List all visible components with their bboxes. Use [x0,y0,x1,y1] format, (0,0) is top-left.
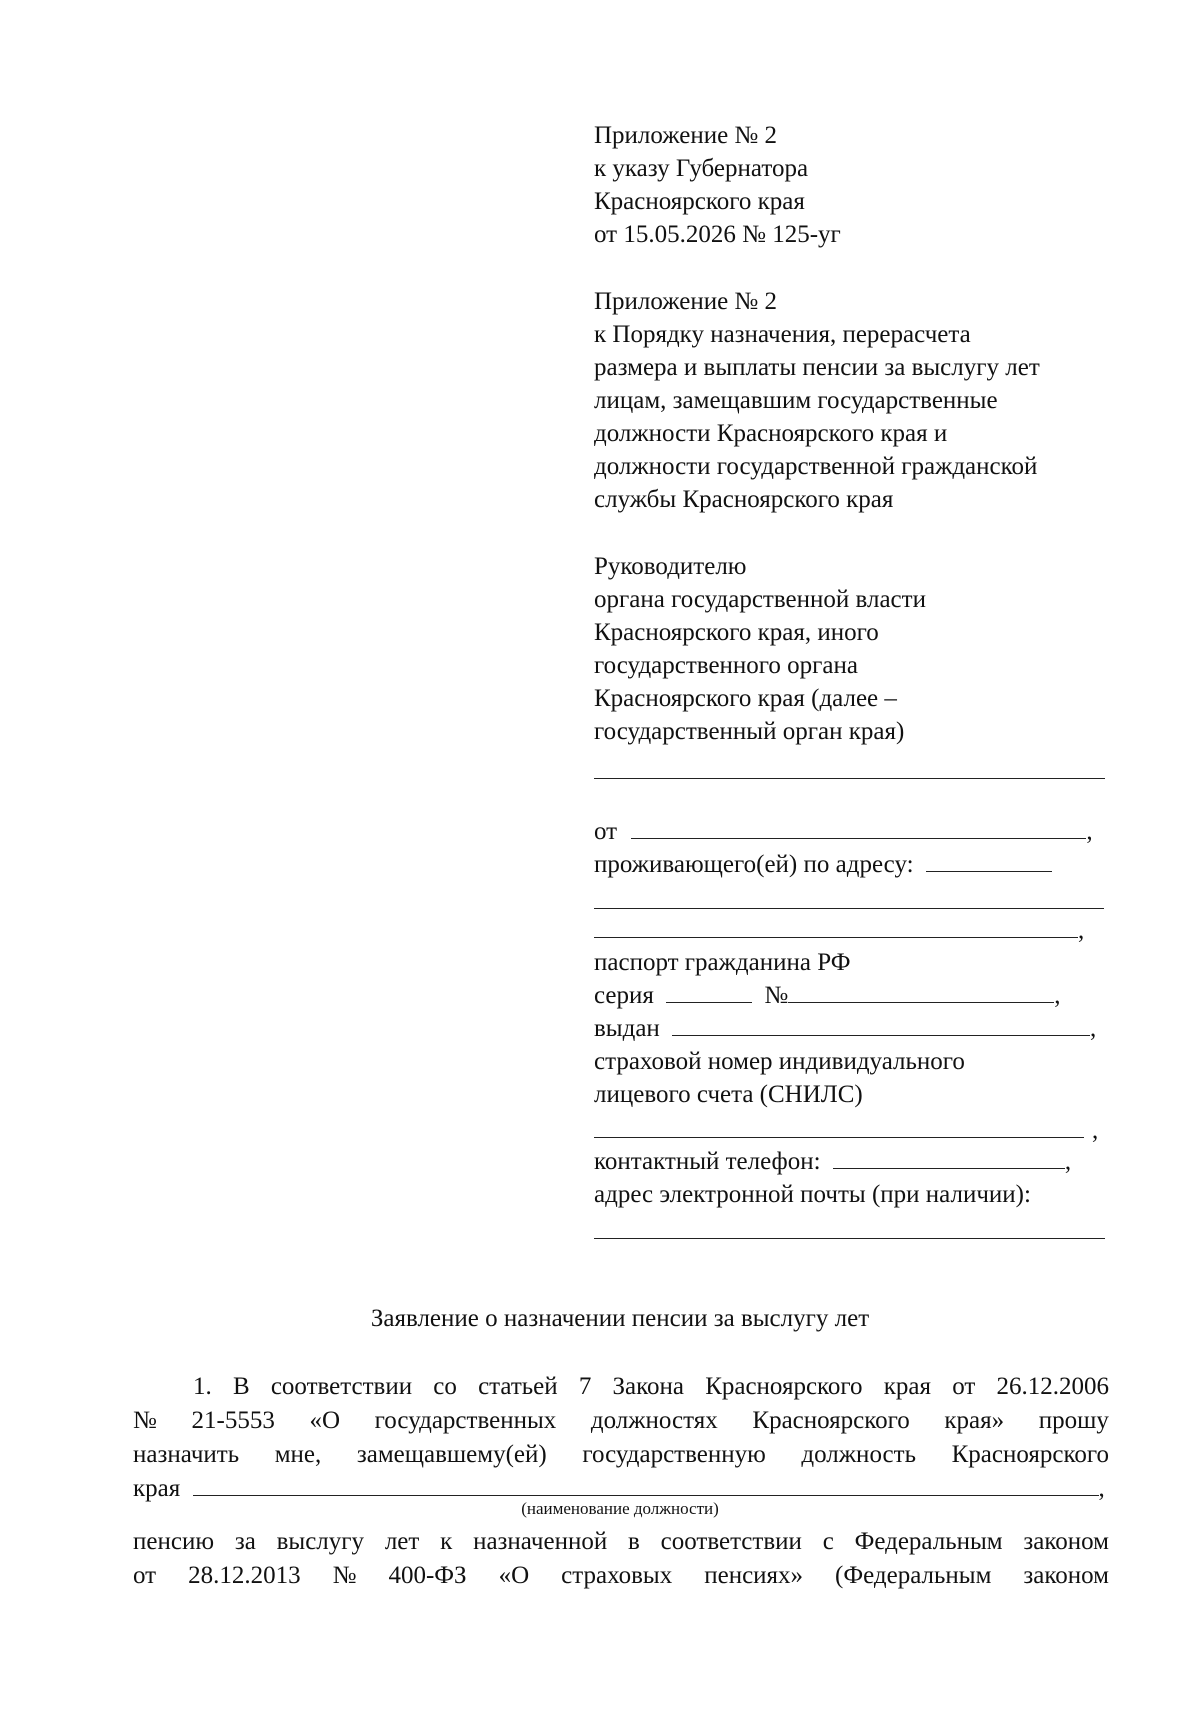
head-of-agency-name-field[interactable] [594,778,1105,779]
word: «О [309,1407,341,1434]
word: 7 [578,1373,592,1400]
paragraph-line-2 [133,1404,1109,1438]
phone-label: контактный телефон: [594,1148,821,1175]
snils-label-row-2 [594,1078,863,1111]
word: государственную [582,1441,766,1468]
word: в [628,1528,640,1555]
word: № [332,1562,357,1589]
appendix-line: к Порядку назначения, перерасчета [594,321,971,348]
paragraph-text: края [133,1475,181,1502]
issued-label: выдан [594,1015,660,1042]
snils-field[interactable] [594,1115,1084,1138]
applicant-name-field[interactable] [631,816,1086,839]
word: статьей [478,1373,558,1400]
phone-field[interactable] [833,1146,1065,1169]
number-label: № [764,982,789,1009]
comma: , [1054,982,1061,1009]
word: замещавшему(ей) [356,1441,547,1468]
paragraph-text [133,1438,1109,1472]
word: Красноярского [705,1373,863,1400]
appendix-line: от 15.05.2026 № 125-уг [594,221,841,248]
word: Закона [612,1373,684,1400]
appendix-line: Приложение № 2 [594,122,778,149]
word: за [234,1528,256,1555]
word: 21-5553 [191,1407,275,1434]
paragraph-text [133,1559,1109,1593]
word: должностях [590,1407,718,1434]
addressee-line: Красноярского края, иного [594,619,879,646]
word: (Федеральным [835,1562,992,1589]
word: соответствии [660,1528,802,1555]
comma: , [1078,917,1085,944]
word: с [822,1528,834,1555]
paragraph-line-5 [133,1525,1109,1559]
comma: , [1064,1148,1072,1175]
word: прошу [1038,1407,1109,1434]
word: 400-ФЗ [388,1562,467,1589]
appendix-line: должности государственной гражданской [594,453,1038,480]
word: В [232,1373,250,1400]
phone-row [594,1145,1071,1178]
paragraph-text [133,1404,1109,1438]
word: 26.12.2006 [996,1373,1109,1400]
residing-label: проживающего(ей) по адресу: [594,851,914,878]
email-label: адрес электронной почты (при наличии): [594,1181,1031,1208]
word: Красноярского [951,1441,1109,1468]
word: выслугу [276,1528,365,1555]
word: законом [1023,1528,1109,1555]
passport-issued-field[interactable] [672,1013,1090,1036]
word: назначенной [473,1528,608,1555]
addressee-line: государственный орган края) [594,718,905,745]
position-field-caption: (наименование должности) [521,1499,719,1518]
appendix-line: должности Красноярского края и [594,420,948,447]
comma: , [1092,1117,1099,1144]
word: назначить [133,1441,240,1468]
word: к [440,1528,453,1555]
addressee-line: Руководителю [594,553,747,580]
paragraph-text [133,1525,1109,1559]
residing-row [594,848,1052,881]
address-row-3 [594,914,1084,947]
addressee-block [594,550,926,748]
passport-label-row [594,946,850,979]
paragraph-text [193,1370,1109,1404]
series-row [594,979,1061,1012]
word: пенсию [133,1528,215,1555]
addressee-line: государственного органа [594,652,859,679]
paragraph-line-1 [193,1370,1109,1404]
paragraph-line-6 [133,1559,1109,1593]
comma: , [1090,1015,1097,1042]
addressee-line: органа государственной власти [594,586,926,613]
word: 1. [193,1373,212,1400]
word: страховых [561,1562,673,1589]
word: от [952,1373,976,1400]
snils-label-line-2: лицевого счета (СНИЛС) [594,1081,863,1108]
address-field[interactable] [926,849,1052,872]
appendix-line: службы Красноярского края [594,486,894,513]
issued-row [594,1012,1096,1045]
appendix-header-decree [594,119,841,251]
word: № [133,1407,157,1434]
address-field-line-2[interactable] [594,908,1104,909]
paragraph-line-3 [133,1438,1109,1472]
word: пенсиях» [704,1562,804,1589]
appendix-line: к указу Губернатора [594,155,809,182]
email-field[interactable] [594,1238,1105,1239]
appendix-line: Красноярского края [594,188,805,215]
word: законом [1023,1562,1109,1589]
word: соответствии [270,1373,413,1400]
word: со [433,1373,457,1400]
snils-label-line-1: страховой номер индивидуального [594,1048,965,1075]
appendix-line: размера и выплаты пенсии за выслугу лет [594,354,1040,381]
snils-row [594,1114,1098,1147]
appendix-line: лицам, замещавшим государственные [594,387,998,414]
from-row [594,815,1093,848]
from-label: от [594,818,618,845]
appendix-header-procedure [594,285,1040,516]
passport-series-field[interactable] [666,980,752,1003]
passport-number-field[interactable] [788,980,1054,1003]
position-name-field[interactable] [193,1473,1099,1496]
snils-label-row-1 [594,1045,965,1078]
address-field-line-3[interactable] [594,915,1078,938]
word: края» [944,1407,1005,1434]
word: 28.12.2013 [188,1562,301,1589]
statement-title: Заявление о назначении пенсии за выслугу лет [370,1305,870,1332]
passport-label: паспорт гражданина РФ [594,949,851,976]
word: Федеральным [854,1528,1003,1555]
appendix-line: Приложение № 2 [594,288,778,315]
series-label: серия [594,982,654,1009]
word: от [133,1562,157,1589]
word: должность [801,1441,916,1468]
comma: , [1086,818,1093,845]
word: мне, [274,1441,322,1468]
word: государственных [374,1407,557,1434]
word: края [883,1373,931,1400]
word: Красноярского [752,1407,910,1434]
addressee-line: Красноярского края (далее – [594,685,897,712]
word: лет [384,1528,420,1555]
comma: , [1098,1475,1105,1502]
email-row [594,1178,1031,1211]
word: «О [498,1562,530,1589]
